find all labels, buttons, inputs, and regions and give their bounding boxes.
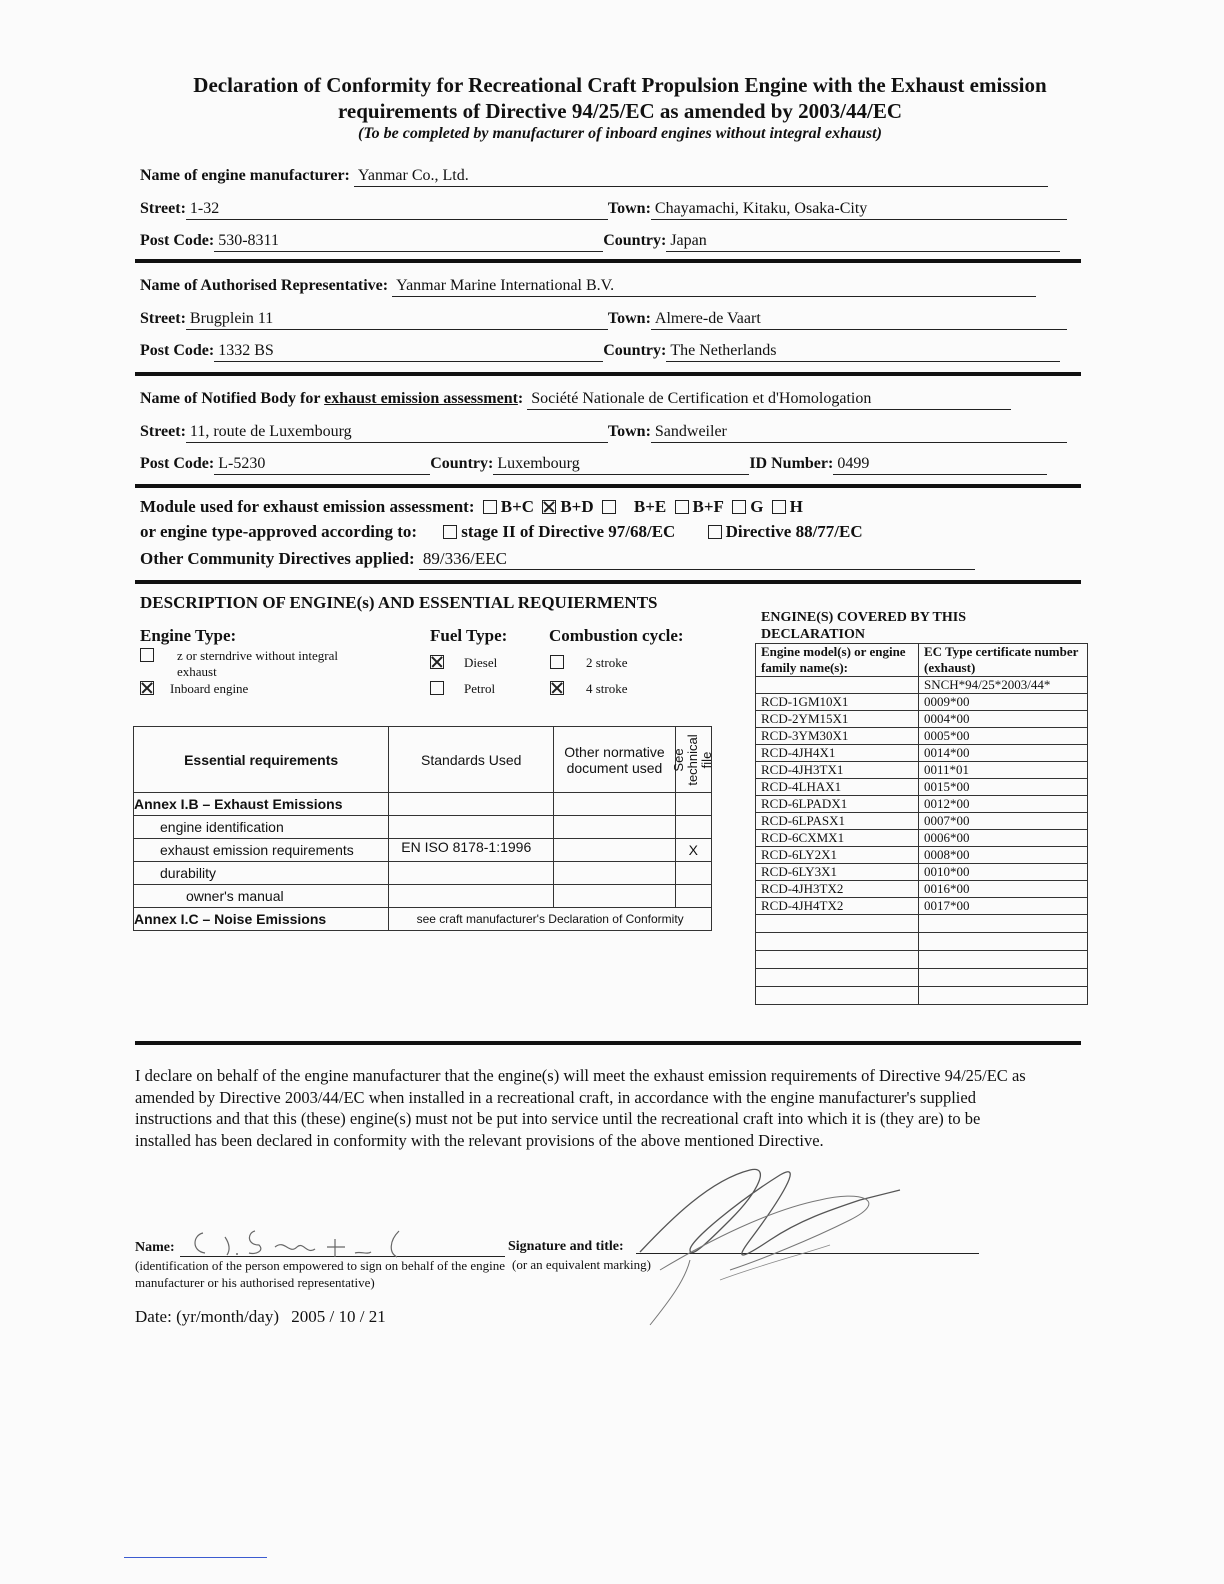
table-row <box>134 839 712 862</box>
checkbox-2-stroke[interactable] <box>550 655 564 669</box>
table-row <box>756 779 1088 796</box>
label: B+D <box>560 497 594 516</box>
empty-cell <box>919 987 1088 1005</box>
table-row <box>756 677 1088 694</box>
engine-model: RCD-3YM30X1 <box>756 728 919 745</box>
engine-model: RCD-6LPADX1 <box>756 796 919 813</box>
req-durability: durability <box>134 862 389 885</box>
checkbox-bd-checked[interactable] <box>542 500 556 514</box>
name-handwriting <box>185 1225 415 1261</box>
engine-cert: 0011*01 <box>919 762 1088 779</box>
label: G <box>750 497 764 516</box>
representative-post: 1332 BS <box>214 342 603 362</box>
representative-name: Yanmar Marine International B.V. <box>392 277 1036 297</box>
engine-type-heading: Engine Type: <box>140 626 237 645</box>
engine-cert: 0016*00 <box>919 881 1088 898</box>
empty-cell <box>919 951 1088 969</box>
req-owners-manual: owner's manual <box>134 885 389 908</box>
label: Street: <box>140 310 186 327</box>
notified-body-street-row <box>140 423 1067 445</box>
notified-body-name-row <box>140 390 1011 412</box>
manufacturer-post-row <box>140 232 1060 254</box>
empty-row <box>756 951 1088 969</box>
empty-row <box>756 987 1088 1005</box>
empty-cell <box>389 885 554 908</box>
notified-body-street: 11, route de Luxembourg <box>186 423 608 443</box>
declaration-text: I declare on behalf of the engine manufacturer that the engine(s) will meet the exhaust emission requirements of Directive 94/25/EC as amended by Directive 2003/44/EC when installed in a recreational craft, in accordance with the engine manufacturer's supplied instructions and that this (these) engine(s) must not be put into service until the recreational craft into which it is (they are) to be installed has been declared in conformity with the relevant provisions of the above mentioned Directive. <box>135 1066 1026 1150</box>
notified-body-id: 0499 <box>833 455 1047 475</box>
checkbox-bc[interactable] <box>483 500 497 514</box>
manufacturer-street-row <box>140 200 1067 222</box>
name-note: (identification of the person empowered to sign on behalf of the engine manufacturer or his authorised representative) <box>135 1258 506 1290</box>
other-directives: 89/336/EEC <box>419 550 975 570</box>
label: Inboard engine <box>170 681 249 696</box>
engine-cert: 0005*00 <box>919 728 1088 745</box>
checkbox-4-stroke-checked[interactable] <box>550 681 564 695</box>
label: 4 stroke <box>586 681 628 696</box>
empty-cell <box>554 816 675 839</box>
table-row <box>756 830 1088 847</box>
engine-cert: 0015*00 <box>919 779 1088 796</box>
empty-cell <box>554 793 675 816</box>
label: ID Number: <box>749 455 834 472</box>
empty-cell <box>919 969 1088 987</box>
stroke2-option <box>550 655 628 671</box>
inboard-option <box>140 681 248 697</box>
description-heading: DESCRIPTION OF ENGINE(s) AND ESSENTIAL REQUIERMENTS <box>140 593 658 612</box>
empty-cell <box>756 933 919 951</box>
header-see: See technical file <box>671 733 715 786</box>
empty-cell <box>675 862 711 885</box>
table-row <box>756 864 1088 881</box>
table-row <box>756 898 1088 915</box>
empty-cell <box>389 862 554 885</box>
checkbox-stage-ii[interactable] <box>443 525 457 539</box>
engine-model: RCD-4JH3TX2 <box>756 881 919 898</box>
engine-cert: 0004*00 <box>919 711 1088 728</box>
fuel-type-heading: Fuel Type: <box>430 626 508 645</box>
type-approved-row <box>140 522 863 544</box>
empty-cell <box>756 969 919 987</box>
empty-cell <box>554 862 675 885</box>
representative-street-row <box>140 310 1067 332</box>
checkbox-be[interactable] <box>602 500 616 514</box>
engine-model: RCD-4LHAX1 <box>756 779 919 796</box>
table-row <box>756 728 1088 745</box>
header-see-cell <box>671 727 715 793</box>
label: B+C <box>500 497 535 516</box>
label: Diesel <box>464 655 498 670</box>
req-exhaust: exhaust emission requirements <box>134 839 389 862</box>
checkbox-petrol[interactable] <box>430 681 444 695</box>
module-row <box>140 497 803 519</box>
engine-cert: 0017*00 <box>919 898 1088 915</box>
engine-cert: 0009*00 <box>919 694 1088 711</box>
table-header-row <box>756 644 1088 677</box>
engine-cert: 0014*00 <box>919 745 1088 762</box>
checkbox-diesel-checked[interactable] <box>430 655 444 669</box>
req-identification: engine identification <box>134 816 389 839</box>
empty-cell <box>756 677 919 694</box>
divider <box>135 372 1081 376</box>
sterndrive-option <box>140 648 380 680</box>
notified-body-country: Luxembourg <box>493 455 749 475</box>
label: Street: <box>140 423 186 440</box>
engines-heading: ENGINE(S) COVERED BY THIS DECLARATION <box>761 610 966 642</box>
label: H <box>789 497 803 516</box>
combustion-heading: Combustion cycle: <box>549 626 684 645</box>
checkbox-g[interactable] <box>732 500 746 514</box>
annex-b: Annex I.B – Exhaust Emissions <box>134 793 389 816</box>
representative-country: The Netherlands <box>666 342 1060 362</box>
table-row <box>134 862 712 885</box>
engine-model: RCD-6LPASX1 <box>756 813 919 830</box>
label: Name of engine manufacturer: <box>140 167 350 184</box>
label: Town: <box>607 310 651 327</box>
engine-model: RCD-6CXMX1 <box>756 830 919 847</box>
representative-post-row <box>140 342 1060 364</box>
empty-cell <box>675 816 711 839</box>
table-row <box>756 813 1088 830</box>
checkbox-sterndrive[interactable] <box>140 648 154 662</box>
label: or engine type-approved according to: <box>140 522 418 541</box>
label: Other Community Directives applied: <box>140 549 415 568</box>
cert-prefix: SNCH*94/25*2003/44* <box>919 677 1088 694</box>
manufacturer-country: Japan <box>666 232 1060 252</box>
table-row <box>756 762 1088 779</box>
table-row <box>134 908 712 931</box>
label: Street: <box>140 200 186 217</box>
name-label: Name: <box>135 1240 175 1255</box>
empty-row <box>756 969 1088 987</box>
divider <box>135 1041 1081 1045</box>
empty-cell <box>919 933 1088 951</box>
engine-model: RCD-6LY2X1 <box>756 847 919 864</box>
header-standards: Standards Used <box>389 727 554 793</box>
empty-cell <box>554 839 675 862</box>
signature-label: Signature and title: <box>508 1239 624 1254</box>
notified-body-name: Société Nationale de Certification et d'Homologation <box>527 390 1011 410</box>
engine-cert: 0010*00 <box>919 864 1088 881</box>
header-other: Other normative document used <box>554 727 675 793</box>
label: Town: <box>607 423 651 440</box>
manufacturer-town: Chayamachi, Kitaku, Osaka-City <box>651 200 1067 220</box>
table-row <box>756 694 1088 711</box>
annex-c-note: see craft manufacturer's Declaration of Conformity <box>389 908 712 931</box>
label: B+E <box>633 497 667 516</box>
empty-cell <box>554 885 675 908</box>
engine-model: RCD-2YM15X1 <box>756 711 919 728</box>
label: Petrol <box>464 681 496 696</box>
label: Country: <box>603 342 667 359</box>
checkbox-directive-88-77[interactable] <box>708 525 722 539</box>
label: Name of Notified Body for <box>140 390 325 407</box>
label: 2 stroke <box>586 655 628 670</box>
label: Country: <box>430 455 494 472</box>
engine-cert: 0006*00 <box>919 830 1088 847</box>
empty-cell <box>756 915 919 933</box>
table-row <box>756 847 1088 864</box>
table-row <box>134 793 712 816</box>
engine-cert: 0007*00 <box>919 813 1088 830</box>
requirements-table <box>133 726 715 931</box>
header-engine-model: Engine model(s) or engine family name(s): <box>756 644 919 677</box>
divider <box>135 484 1081 488</box>
stroke4-option <box>550 681 628 697</box>
notified-body-post: L-5230 <box>214 455 430 475</box>
req-exhaust-standard: EN ISO 8178-1:1996 <box>389 839 554 862</box>
empty-cell <box>756 951 919 969</box>
annex-c: Annex I.C – Noise Emissions <box>134 908 389 931</box>
label: Post Code: <box>140 342 215 359</box>
manufacturer-street: 1-32 <box>186 200 608 220</box>
label: z or sterndrive without integral exhaust <box>177 648 339 679</box>
table-row <box>756 745 1088 762</box>
table-row <box>756 881 1088 898</box>
checkbox-bf[interactable] <box>675 500 689 514</box>
divider <box>135 259 1081 263</box>
label: Module used for exhaust emission assessment: <box>140 497 475 516</box>
title-line-2: requirements of Directive 94/25/EC as amended by 2003/44/EC <box>337 99 903 123</box>
subtitle: (To be completed by manufacturer of inboard engines without integral exhaust) <box>358 125 882 142</box>
manufacturer-name-row <box>140 167 1048 189</box>
label: Directive 88/77/EC <box>725 522 863 541</box>
label: exhaust emission assessment <box>324 390 518 407</box>
engines-table <box>755 643 1088 1005</box>
date-row <box>135 1307 386 1327</box>
divider <box>135 580 1081 584</box>
empty-cell <box>675 885 711 908</box>
engine-model: RCD-4JH4TX2 <box>756 898 919 915</box>
date-value: 2005 / 10 / 21 <box>291 1307 386 1326</box>
table-header-row <box>134 727 712 793</box>
label: Country: <box>603 232 667 249</box>
engine-cert: 0008*00 <box>919 847 1088 864</box>
date-label: Date: (yr/month/day) <box>135 1307 279 1326</box>
representative-name-row <box>140 277 1036 299</box>
empty-row <box>756 933 1088 951</box>
notified-body-town: Sandweiler <box>651 423 1067 443</box>
engine-model: RCD-4JH3TX1 <box>756 762 919 779</box>
engine-model: RCD-4JH4X1 <box>756 745 919 762</box>
engine-cert: 0012*00 <box>919 796 1088 813</box>
req-exhaust-see: X <box>675 839 711 862</box>
empty-cell <box>919 915 1088 933</box>
diesel-option <box>430 655 497 671</box>
empty-cell <box>756 987 919 1005</box>
empty-row <box>756 915 1088 933</box>
table-row <box>134 816 712 839</box>
table-row <box>756 711 1088 728</box>
header-essential: Essential requirements <box>134 727 389 793</box>
label: Name of Authorised Representative: <box>140 277 389 294</box>
engine-model: RCD-1GM10X1 <box>756 694 919 711</box>
label: B+F <box>692 497 724 516</box>
label: Town: <box>607 200 651 217</box>
notified-body-post-row <box>140 455 1047 477</box>
label: : <box>517 390 524 407</box>
manufacturer-post: 530-8311 <box>214 232 603 252</box>
checkbox-h[interactable] <box>772 500 786 514</box>
manufacturer-name: Yanmar Co., Ltd. <box>354 167 1048 187</box>
label: Post Code: <box>140 455 215 472</box>
table-row <box>756 796 1088 813</box>
header-cert-number: EC Type certificate number (exhaust) <box>919 644 1088 677</box>
label: stage II of Directive 97/68/EC <box>461 522 676 541</box>
representative-street: Brugplein 11 <box>186 310 608 330</box>
signature-drawing <box>630 1160 920 1330</box>
signature-note: (or an equivalent marking) <box>512 1257 651 1272</box>
footer-rule <box>124 1557 267 1558</box>
empty-cell <box>389 793 554 816</box>
empty-cell <box>389 816 554 839</box>
title-line-1: Declaration of Conformity for Recreational Craft Propulsion Engine with the Exhaust emission <box>193 73 1047 97</box>
label: Post Code: <box>140 232 215 249</box>
empty-cell <box>675 793 711 816</box>
petrol-option <box>430 681 495 697</box>
representative-town: Almere-de Vaart <box>651 310 1067 330</box>
table-row <box>134 885 712 908</box>
other-directives-row <box>140 549 975 571</box>
checkbox-inboard-checked[interactable] <box>140 681 154 695</box>
engine-model: RCD-6LY3X1 <box>756 864 919 881</box>
